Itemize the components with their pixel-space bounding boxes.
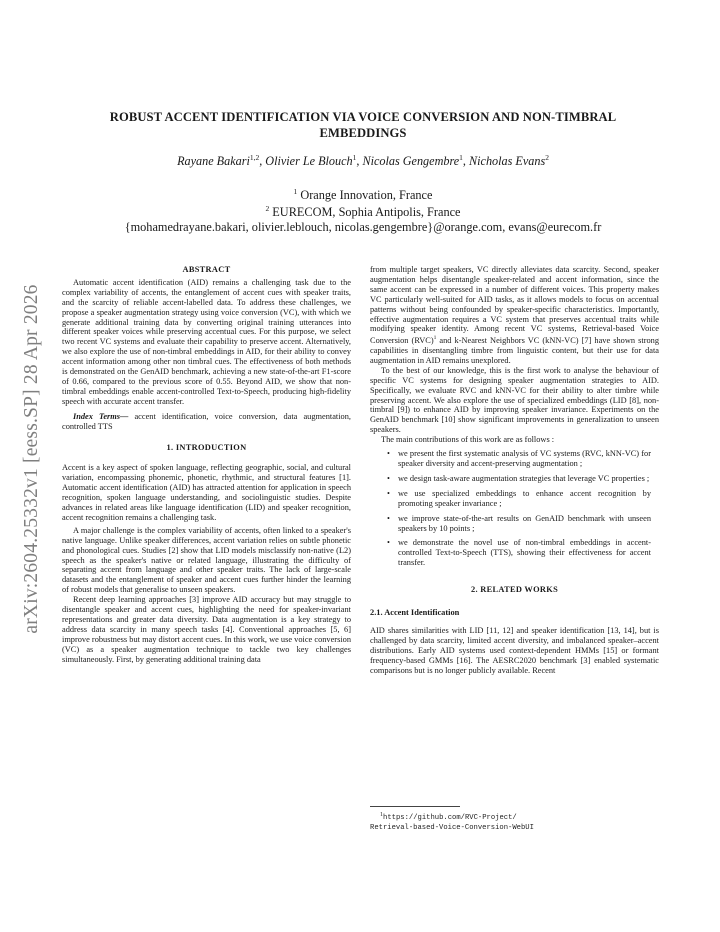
footnote-url-line-2: Retrieval-based-Voice-Conversion-WebUI — [370, 824, 534, 832]
list-item: • we design task-aware augmentation strategies that leverage VC properties ; — [387, 473, 650, 483]
author: Rayane Bakari$^{1,2}$, — [177, 153, 266, 169]
bullet-icon: • — [387, 488, 390, 498]
list-item: • we demonstrate the novel use of non-timbral embeddings in accent-controlled Text-to-Speech (TTS), showing their effectiveness for accent transfer. — [387, 538, 651, 568]
abstract-heading: ABSTRACT — [182, 265, 231, 274]
arxiv-identifier — [12, 244, 52, 674]
paper-title — [80, 110, 646, 141]
footnote-marker: 1 — [433, 335, 437, 342]
list-item: • we present the first systematic analysis of VC systems (RVC, kNN-VC) for speaker diversity and accent-preserving augmentation ; — [387, 449, 651, 468]
section-heading-related-works: 2. RELATED WORKS — [470, 585, 559, 595]
bullet-icon: • — [387, 449, 390, 459]
affiliation-2: $^2$ EURECOM, Sophia Antipolis, France — [265, 204, 461, 220]
index-terms-text: accent identification, voice conversion, data augmentation, controlled TTS — [62, 411, 351, 431]
footnote-mark: 1 — [380, 812, 383, 818]
affiliation-1: $^1$ Orange Innovation, France — [293, 187, 433, 203]
paper-title-line-1: ROBUST ACCENT IDENTIFICATION VIA VOICE CONVERSION AND NON-TIMBRAL — [109, 110, 617, 124]
bullet-icon: • — [387, 513, 390, 523]
index-terms — [62, 412, 351, 432]
paper-title-line-2: EMBEDDINGS — [319, 125, 407, 140]
author-emails: {mohamedrayane.bakari, olivier.leblouch, nicolas.gengembre}@orange.com, evans@eurecom.fr — [124, 220, 602, 234]
left-column — [62, 265, 351, 665]
arxiv-identifier-text: arXiv:2604.25332v1 [eess.SP] 28 Apr 2026 — [21, 284, 42, 634]
footnote-divider — [370, 806, 460, 807]
author-list — [80, 153, 646, 169]
footnote — [370, 810, 534, 833]
footnote-url-line-1: https://github.com/RVC-Project/ — [383, 814, 517, 822]
body-paragraph: To the best of our knowledge, this is the first work to analyse the behaviour of specific VC systems for designing speaker augmentation strategies to AID. Specifically, we evaluate RVC and kNN-VC for their ability to alter timbre while preserving accent. We also explore the use of specialized embeddings (LID [8], non-timbral [9]) to enhance AID by improving speaker invariance. Experiments on the GenAID benchmark [10] show significant improvements in generalization to unseen speakers. — [370, 365, 659, 435]
section-heading-introduction: 1. INTRODUCTION — [166, 442, 247, 452]
intro-paragraph: Recent deep learning approaches [3] improve AID accuracy but may struggle to disentangle speaker and accent cues, highlighting the need for speaker-invariant representations and greater data diversity. Data augmentation is a key strategy to address data scarcity in many speech tasks [4]. Conventional approaches [5, 6] improve robustness but may distort accent cues. In this work, we use voice conversion (VC) as a speaker augmentation technique to tackle two key challenges simultaneously. First, by generating additional training data — [62, 595, 351, 664]
body-paragraph: from multiple target speakers, VC directly alleviates data scarcity. Second, speaker augmentation helps disentangle speaker-related and accent information, since the same accent can be expressed in a number of different voices. This property makes VC particularly well-suited for AID tasks, as it allows models to focus on accentual patterns without being confounded by speaker-specific characteristics. Importantly, effective augmentation requires a VC system that preserves accentual traits while modifying speaker identity. Among recent VC systems, Retrieval-based Voice Conversion (RVC)$^1$ and k-Nearest Neighbors VC (kNN-VC) [7] have shown strong capabilities in disentangling timbre from linguistic content, but their use for data augmentation in AID remains unexplored. — [370, 265, 659, 365]
author: Nicholas Evans$^2$ — [469, 153, 549, 169]
bullet-icon: • — [387, 473, 390, 483]
list-item: • we improve state-of-the-art results on GenAID benchmark with unseen speakers by 10 points ; — [387, 513, 651, 533]
abstract-text: Automatic accent identification (AID) remains a challenging task due to the complex variability of accents, the entanglement of accent cues with speaker traits, and the scarcity of reliable accent-labelled data. To address these challenges, we propose a speaker augmentation strategy using voice conversion (VC), with which we generate additional training data by converting original training utterances into different speaker voices while preserving accentual cues. For this purpose, we select two recent VC systems and evaluate their capability to preserve accent. Alternatively, we also explore the use of non-timbral embeddings in AID, for their ability to convey accent information among other non timbral cues. The effectiveness of both methods is demonstrated on the GenAID benchmark, achieving a new state-of-the-art F1-score of 0.66, compared to the previous score of 0.55. Beyond AID, we show that non-timbral embeddings enable accent-controlled Text-to-Speech, producing high-fidelity speech with accurate accent transfer. — [62, 277, 351, 406]
intro-paragraph: Accent is a key aspect of spoken language, reflecting geographic, social, and cultural variation, encompassing phonemic, phonetic, rhythmic, and structural features [1]. Automatic accent identification (AID) has attracted attention for application in speech recognition, spoken language understanding, and sociolinguistic studies. Despite advances in related areas like language identification (LID) and speaker recognition, accent recognition remains a challenging task. — [62, 463, 351, 522]
author: Olivier Le Blouch$^1$, — [265, 153, 363, 169]
index-terms-label: Index Terms— — [73, 411, 129, 421]
contributions-list — [370, 449, 659, 568]
author: Nicolas Gengembre$^1$, — [362, 153, 470, 169]
list-item: • we use specialized embeddings to enhance accent recognition by promoting speaker invariance ; — [387, 488, 651, 508]
bullet-icon: • — [387, 538, 390, 548]
right-column — [370, 265, 659, 676]
body-paragraph: AID shares similarities with LID [11, 12] and speaker identification [13, 14], but is challenged by data scarcity, limited accent diversity, and imbalanced speaker–accent distributions. Early AID systems used context-dependent HMMs [15] or formant frequency-based GMMs [16]. The AESRC2020 benchmark [3] enabled systematic comparisons but is no longer publicly available. Recent — [370, 625, 659, 675]
subsection-heading-accent-identification: 2.1. Accent Identification — [370, 608, 460, 618]
contributions-intro: The main contributions of this work are as follows : — [381, 435, 555, 445]
intro-paragraph: A major challenge is the complex variability of accents, often linked to a speaker's native language. Unlike speaker differences, accent variation relies on subtle phonetic and phonological cues. Studies [2] show that LID models misclassify non-native (L2) speech as the speaker's native or related language, illustrating the difficulty of separating accent from language and other speaker traits. The lack of large-scale datasets and the entanglement of speaker and accent cues further hinder the learning of robust models that generalise to unseen speakers. — [62, 525, 351, 595]
